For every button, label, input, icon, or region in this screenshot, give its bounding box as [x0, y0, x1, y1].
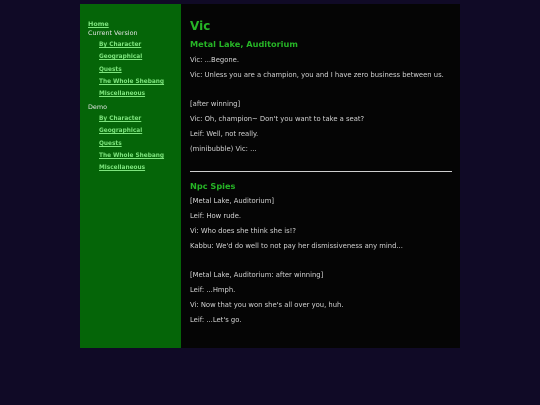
- section-heading-npc-spies: Npc Spies: [190, 181, 236, 191]
- dialogue-line: Vic: ...Begone.: [190, 56, 240, 64]
- dialogue-line: Leif: Well, not really.: [190, 130, 259, 138]
- dialogue-line: [Metal Lake, Auditorium: after winning]: [190, 271, 324, 279]
- sidebar-link-home[interactable]: Home: [88, 20, 109, 28]
- dialogue-line: Vi: Now that you won she's all over you, huh.: [190, 301, 344, 309]
- page-title: Vic: [190, 19, 211, 33]
- dialogue-line: Vi: Who does she think she is!?: [190, 227, 296, 235]
- page-container: [80, 4, 460, 348]
- sidebar-link-demo-by-character[interactable]: By Character: [99, 116, 142, 122]
- dialogue-line: Leif: How rude.: [190, 212, 242, 220]
- dialogue-line: Kabbu: We'd do well to not pay her dismissiveness any mind...: [190, 242, 403, 250]
- sidebar-link-current-whole-shebang[interactable]: The Whole Shebang: [99, 79, 165, 85]
- dialogue-line: Vic: Oh, champion~ Don't you want to take a seat?: [190, 115, 365, 123]
- sidebar-link-current-quests[interactable]: Quests: [99, 67, 122, 73]
- sidebar-section-demo: Demo: [88, 103, 107, 111]
- sidebar-link-demo-whole-shebang[interactable]: The Whole Shebang: [99, 153, 165, 159]
- dialogue-line: Vic: Unless you are a champion, you and I have zero business between us.: [190, 71, 444, 79]
- dialogue-line: Leif: ...Let's go.: [190, 316, 242, 324]
- section-divider: [190, 171, 452, 172]
- dialogue-line: Leif: ...Hmph.: [190, 286, 236, 294]
- section-heading-metal-lake-auditorium: Metal Lake, Auditorium: [190, 39, 298, 49]
- sidebar-link-current-by-character[interactable]: By Character: [99, 42, 142, 48]
- sidebar-link-current-miscellaneous[interactable]: Miscellaneous: [99, 91, 146, 97]
- sidebar-link-demo-quests[interactable]: Quests: [99, 141, 122, 147]
- dialogue-line: [after winning]: [190, 100, 241, 108]
- sidebar-link-demo-miscellaneous[interactable]: Miscellaneous: [99, 165, 146, 171]
- dialogue-line: (minibubble) Vic: ...: [190, 145, 257, 153]
- sidebar-nav: [80, 4, 181, 348]
- main-content: [190, 4, 452, 348]
- sidebar-link-demo-geographical[interactable]: Geographical: [99, 128, 143, 134]
- dialogue-line: [Metal Lake, Auditorium]: [190, 197, 274, 205]
- sidebar-link-current-geographical[interactable]: Geographical: [99, 54, 143, 60]
- sidebar-section-current-version: Current Version: [88, 29, 138, 37]
